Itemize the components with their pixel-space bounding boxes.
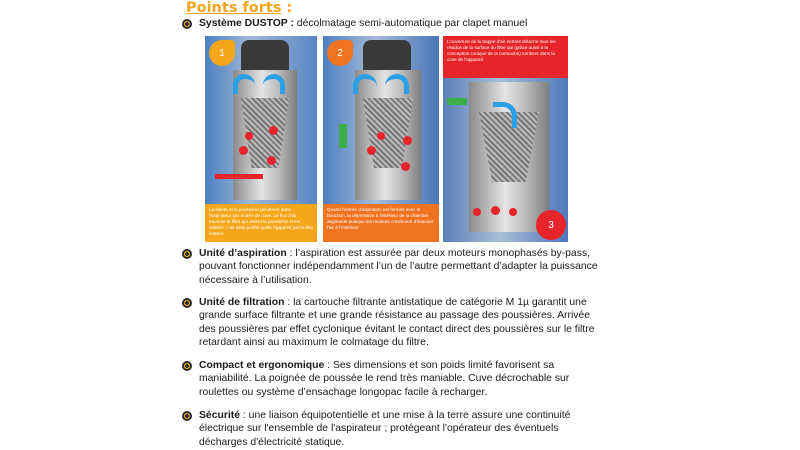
feature-text: : la cartouche filtrante antistatique de catégorie M 1µ garantit une grande surface filtrante et une grande résistance au passage des poussières. Arrivée des poussières par effet cyclonique évitant le contact direct des poussières sur le filtre retardant ainsi au maximum le colmatage du filtre. xyxy=(199,297,595,349)
dust-particle xyxy=(473,208,481,216)
dust-particle xyxy=(401,162,410,171)
green-arrow-icon xyxy=(447,98,467,105)
feature-text: : l’aspiration est assurée par deux moteurs monophasés by-pass, pouvant fonctionner indépendamment l’un de l’autre permettant d’adapter la puissance nécessaire à l’utilisation. xyxy=(199,248,598,286)
plus-circle-icon xyxy=(182,19,192,29)
title-colon: : xyxy=(281,0,293,16)
step-badge: 3 xyxy=(536,210,566,240)
plus-circle-icon xyxy=(182,298,192,308)
feature-filtration xyxy=(182,296,602,350)
feature-label: Unité de filtration xyxy=(199,297,285,308)
panel-caption: Quand l'entrée d'aspiration est fermée avec le bouchon, la dépression à l'intérieur de la chambre augmente puisque les moteurs continuent d'évacuer l'air à l'extérieur. xyxy=(323,204,439,242)
airflow-arrow-icon xyxy=(233,74,255,94)
illustration-panel-1 xyxy=(205,36,317,242)
airflow-arrow-icon xyxy=(385,74,409,94)
step-badge: 2 xyxy=(327,40,353,66)
dust-particle xyxy=(403,136,412,145)
plus-circle-icon xyxy=(182,249,192,259)
feature-text: : Ses dimensions et son poids limité favorisent sa maniabilité. La poignée de poussée le rend très maniable. Cuve décrochable sur roulettes ou système d’ensachage longopac facile à recharger. xyxy=(199,360,570,398)
illustration-panel-3 xyxy=(443,36,568,242)
feature-label: Unité d’aspiration xyxy=(199,248,287,259)
dust-particle xyxy=(239,146,248,155)
plus-circle-icon xyxy=(182,411,192,421)
dust-particle xyxy=(269,126,278,135)
airflow-arrow-icon xyxy=(353,74,377,94)
step-badge: 1 xyxy=(209,40,235,66)
feature-text: décolmatage semi-automatique par clapet manuel xyxy=(293,18,528,29)
dustop-illustration xyxy=(205,36,568,242)
page-title xyxy=(186,0,292,16)
feature-aspiration xyxy=(182,247,602,287)
feature-dustop xyxy=(182,17,602,30)
airflow-arrow-icon xyxy=(493,102,517,128)
vacuum-image xyxy=(337,36,433,206)
inlet-arrow-icon xyxy=(215,174,263,179)
airflow-arrow-icon xyxy=(263,74,285,94)
feature-securite xyxy=(182,409,602,449)
panel-caption: La saleté et la poussière pénètrent dans l'aspirateur par entrée de cuve. Le flux d'air traverse le filtre qui retient la poussière et les saletés. L'air ainsi purifié quitte l'appareil par la tête moteur. xyxy=(205,204,317,242)
dust-particle xyxy=(267,156,276,165)
illustration-panel-2 xyxy=(323,36,439,242)
feature-text: : une liaison équipotentielle et une mise à la terre assure une continuité électrique sur l'ensemble de l'aspirateur ; protégeant l'opérateur des éventuels décharges d'électricité statique. xyxy=(199,410,571,448)
feature-label: Système DUSTOP : xyxy=(199,18,294,29)
dust-particle xyxy=(245,132,253,140)
plus-circle-icon xyxy=(182,361,192,371)
title-text: Points forts xyxy=(186,0,282,16)
dust-particle xyxy=(377,132,385,140)
vacuum-image xyxy=(219,36,309,206)
feature-compact xyxy=(182,359,602,399)
panel-caption: L'ouverture de la trappe d'air entrant détache tous les résidus de la surface du filtre qui (grâce aussi à la conception conique de la cartouche) tombent dans la cuve de l'appareil. xyxy=(443,36,568,78)
feature-label: Sécurité xyxy=(199,410,241,421)
dust-particle xyxy=(367,146,376,155)
feature-label: Compact et ergonomique xyxy=(199,360,325,371)
green-arrow-icon xyxy=(339,124,347,148)
dust-particle xyxy=(509,208,517,216)
dust-particle xyxy=(491,206,500,215)
